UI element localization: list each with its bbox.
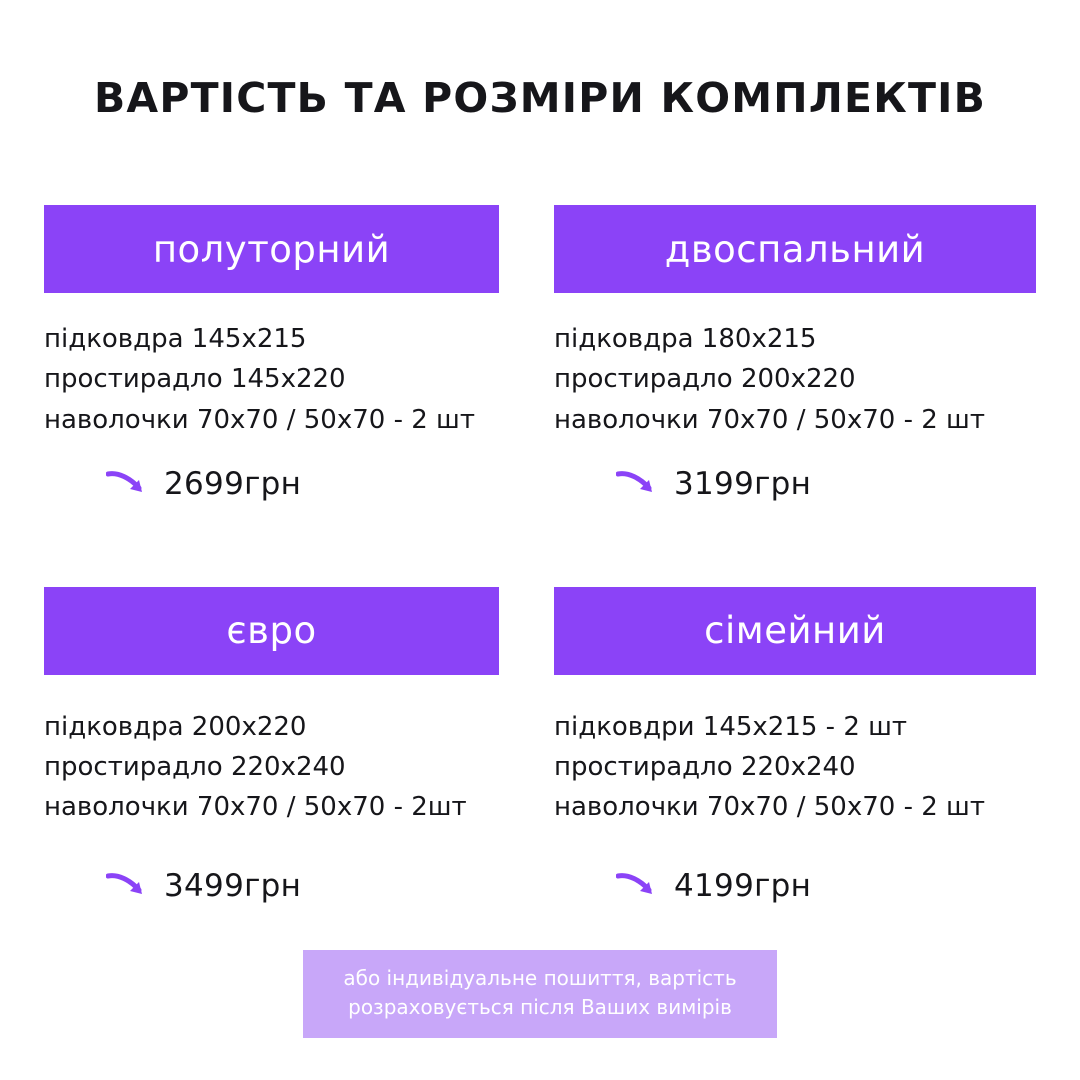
spec-line: підковдра 180х215	[554, 324, 817, 354]
price-row	[44, 466, 499, 502]
package-title: сімейний	[704, 609, 886, 653]
curved-arrow-icon	[616, 468, 660, 500]
package-specs	[554, 319, 1036, 440]
spec-line: наволочки 70х70 / 50х70 - 2 шт	[554, 404, 985, 435]
package-title: полуторний	[152, 227, 391, 271]
spec-line: простирадло 200х220	[554, 364, 856, 395]
custom-order-note	[303, 950, 777, 1038]
package-specs	[554, 707, 1036, 828]
spec-line: підковдра 145х215	[44, 324, 307, 354]
curved-arrow-icon	[616, 870, 660, 902]
price-row	[44, 868, 499, 904]
price-value: 3499грн	[164, 867, 302, 904]
package-title: двоспальний	[664, 227, 926, 271]
note-line-2: розраховується після Ваших вимірів	[348, 995, 732, 1019]
package-header-yevro	[44, 587, 499, 675]
package-header-simeinyi	[554, 587, 1036, 675]
page-title: ВАРТІСТЬ ТА РОЗМІРИ КОМПЛЕКТІВ	[93, 74, 987, 122]
spec-line: підковдри 145х215 - 2 шт	[554, 711, 908, 742]
curved-arrow-icon	[106, 870, 150, 902]
package-title: євро	[226, 609, 317, 653]
spec-line: простирадло 220х240	[44, 752, 346, 783]
spec-line: наволочки 70х70 / 50х70 - 2 шт	[554, 792, 985, 823]
note-line-1: або індивідуальне пошиття, вартість	[343, 966, 737, 990]
package-card-yevro	[44, 587, 499, 904]
spec-line: наволочки 70х70 / 50х70 - 2шт	[44, 792, 467, 823]
price-row	[554, 466, 1036, 502]
package-header-poluturnyi	[44, 205, 499, 293]
package-specs	[44, 707, 499, 828]
spec-line: простирадло 145х220	[44, 364, 346, 395]
package-header-dvospalnyi	[554, 205, 1036, 293]
price-value: 3199грн	[674, 465, 812, 502]
package-card-simeinyi	[554, 587, 1036, 904]
spec-line: наволочки 70х70 / 50х70 - 2 шт	[44, 404, 475, 435]
package-card-dvospalnyi	[554, 205, 1036, 502]
curved-arrow-icon	[106, 468, 150, 500]
packages-grid	[44, 205, 1036, 904]
price-value: 4199грн	[674, 867, 812, 904]
price-row	[554, 868, 1036, 904]
package-specs	[44, 319, 499, 440]
price-value: 2699грн	[164, 465, 302, 502]
spec-line: підковдра 200х220	[44, 711, 307, 742]
spec-line: простирадло 220х240	[554, 752, 856, 783]
package-card-poluturnyi	[44, 205, 499, 502]
